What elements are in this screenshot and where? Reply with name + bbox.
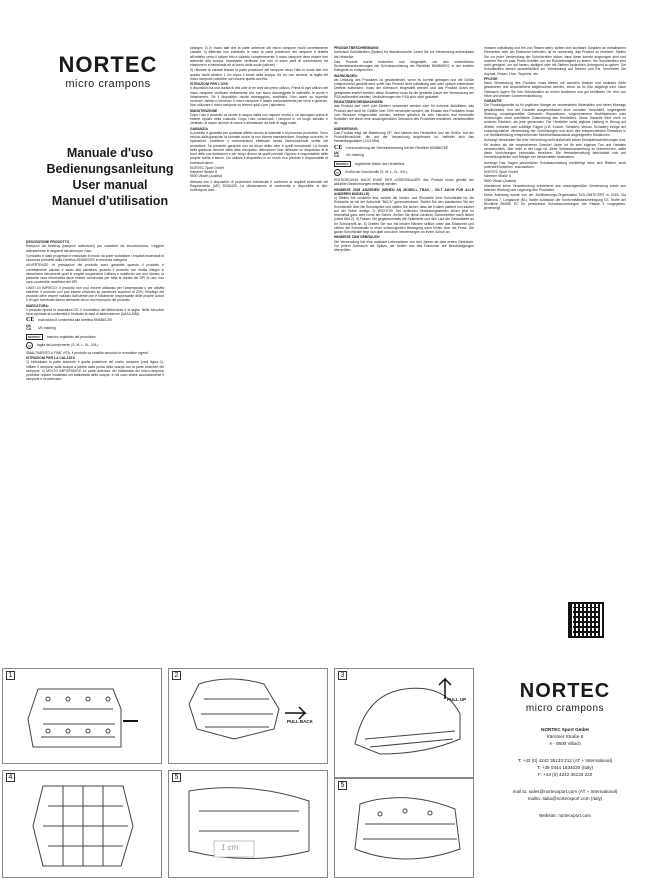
company-city: A - 9500 Villach	[549, 741, 581, 746]
symbol-label: UK marking	[38, 325, 56, 330]
text-block: 1) Stellen Sie zunächst fest, welche die Vorder- und Rückseite Ihrer Schuhkralle ist; die Rückseite ist mit der Aufschrift "BACK" gekennzeichnet. Stellen Sie den elastischen Teil der Schuhkralle über die Schuhspitze und stellen Sie sicher, dass die Krallen plattiert nun sauber auf der Sohle anliegt. 2) WICHTIG! Der seitlichen Verbindungsstellen sitzen jetzt im Normalfall ganz weit vorne am Schuh. Ziehen Sie diese vorderen Schneeketten nach hinten (siehe Bild 2). 3) Fassen Sie gegebenenfalls die Seitenteile und den Lauf der Zentralkette an Ihr Schuhprofil an. 4) Greifen Sie nun mit beiden Händen seitlich unter das Elastomer und ziehen die Schuhkralle in einer schwungvollen Bewegung nach hinten über die Ferse. Die ganze Schuhkralle liegt nun glatt und ohne Verwerfungen an Ihrem Schuh an.	[334, 196, 474, 234]
title-it: Manuale d'uso	[66, 146, 154, 160]
text-block: Die Produktgarantie ist für jeglichen Mangel an verwendeten Materialien und deren Montage gewährleistet. Von der Garantie ausgeschlossen sind: normaler Verschleiß, ungeeignete Wartung, unsachgemäßer Gebrauch, Reparaturen, vorgenommene Modifikationen oder Änderungen ohne schriftliche Zustimmung des Herstellers. Diese Garantie führt nicht zu anderen Rechten, als jene genannten. Der Hersteller weist jegliche Haftung in Bezug auf direkte, indirekte oder zufällige Folgen (z.B. Kosten, Schäden, Verlust, Schaden) infolge der unsachgemäßen Verwendung der Vorrichtungen und auch des entsprechenden Einsatzes in zur Gewährleistung entsprechender Sicherheitsstandards angeeigneten Situationen.	[484, 103, 626, 137]
email-at[interactable]: mail to: sales@nortecsport.com (AT + International)	[512, 789, 618, 794]
crampon-sole-illustration	[3, 771, 163, 879]
text-block: Il prodotto è garantito per qualsiasi difetto dovuto ai materiali o al processo produttivo. Sono esclusi dalla garanzia: la normale usura, la non idonea manutenzione, l'impiego scorretto, le riparazioni, modifiche o manomissioni effettuate senza l'autorizzazione scritta del produttore. La presente garanzia non da alcun diritto oltre a quelli menzionati. La durata della garanzia decorre dalla data d'acquisto. Attenzione! Non utilizzare un dispositivo al di fuori delle sue limitazioni e per scopi diversi da quelli previsti! Ognuno è responsabile delle proprie scelte e azioni. Chi utilizza il dispositivo in un modo non previsto è responsabile di eventuali danni.	[190, 130, 328, 165]
figure-panel-3	[334, 668, 474, 778]
figure-panel-2	[168, 668, 328, 764]
text-block: Die Verwendung hat eine nutzbare Lebensdauer von drei Jahren ab dem ersten Gebrauch. Vor jedem Gebrauch die Spikes, die Ketten und das Elastomer auf Beschädigungen überprüfen.	[334, 239, 474, 252]
symbol-row-ukca	[26, 325, 164, 332]
text-block: Il prodotto riporta la marcatura CE, il nominativo del fabbricante e la taglia. Nelle istruzioni sono riportate la conformità e l'indicato la data di fabbricazione (AAAA-MM).	[26, 307, 164, 316]
text-block: Nach Verwendung des Produkts muss dieses mit warmem Wasser und neutraler Seife gewaschen und anschließend abgetrocknet werden, bevor es im Etui abgelegt wird. Nach Gebrauch lagern Sie Ihre Schuhkrallen an einem trockenen und gut belüfteten Ort, fern von Hitze und direkter Sonneneinstrahlung.	[484, 81, 626, 98]
section-heading: ISTRUZIONI PER L'USO	[190, 82, 229, 86]
section-heading: MARCATURA:	[26, 303, 49, 308]
figure-panel-6	[334, 778, 474, 878]
section-heading: PFLEGE	[484, 76, 498, 81]
fax: F: +43 (0) 4242 35133 220	[537, 772, 593, 777]
symbol-label: Größe der Schuhkralle (S, M, L, XL, XXL)	[345, 170, 408, 175]
text-block: Il prodotto è stato progettato e realizzato in modo da poter soddisfare i requisiti essenziali di sicurezza prescritti dalla Direttiva 89/686/CEE in seconda categoria.	[26, 253, 164, 262]
crampon-front-illustration	[169, 669, 329, 765]
ukca-top: UK	[26, 323, 32, 328]
address-block: NORTEC Sport GmbH Kärntner Straße 8 9500 Villach (Austria)	[190, 165, 225, 179]
column-german-1	[334, 46, 474, 650]
figure-panel-1	[2, 668, 162, 764]
website-link[interactable]: Website: nortecsport.com	[539, 813, 591, 818]
symbol-label: marcatura di conformità alla direttiva 89/686/CEE	[38, 318, 113, 323]
column-italian-2	[190, 46, 328, 650]
text-block: das Produkt darf nicht zum Klettern verwendet werden oder für extreme Aktivitäten; das Produkt darf nicht für Gefälle über 20% verwendet werden; der Einsatz des Produktes muss vom Benutzer eingeschätzt werden, welcher gänzlich für sein Handeln und eventuelle Schäden, die durch eine unsachgemäßen Gebrauch des Produktes entstehen, verantwortlich ist.	[334, 104, 474, 126]
figure-number: 1	[6, 671, 15, 680]
column-italian-1	[26, 240, 164, 650]
crampon-side-illustration	[335, 669, 475, 779]
title-de: Bedienungsanleitung	[46, 162, 174, 176]
text-block: 1) Individuare la parte anteriore e quella posteriore del vostro rampone (vedi figura 1). Infilare il rampone sulla scarpa a partire dalla punta della scarpa con la parte anteriore del rampone. 2) MOLTO IMPORTANTE Le parte anteriore del battistrada del micro-rampone potrebbe restare incastrata nel battistrada della scarpa. In tal caso sfilare accuratamente il rampone e ricominciare.	[26, 360, 164, 382]
ukca-mark-icon	[26, 325, 34, 332]
symbol-label: Kennzeichnung der Übereinstimmung mit der Richtlinie 89/686/CEE	[346, 145, 449, 150]
text-block: 4) Ultimare la calzata tirando la parte posteriore del rampone verso l'alto in modo tale che questo risulti almeno 1 cm sopra il bordo della scarpa. Se ciò non avviene, la taglia del micro rampone potrebbe non essere quella corretta.	[190, 68, 328, 81]
figure-panel-5	[168, 770, 328, 878]
text-block: Ramponi da trekking (ramponi antiscivolo) per calzature da escursionismo. Leggere attentamente le seguenti istruzioni per l'uso.	[26, 244, 164, 253]
symbol-row-size	[334, 169, 474, 176]
manual-titles	[40, 145, 180, 209]
text-block: Diese Anleitung wurde von der Zertifizierungs-Organisation DOLOMITICERT in 2018, Via Villanova 7, Longarone (BL), Italien zulässlich der Konformitätsbescheinigung CE, Stoffe der Richtlinie 89/686 EC für persönliche Schutzausrüstungen der Klasse II vorgegeben, genehmigt.	[484, 193, 626, 210]
text-block: überstimmt keine Verantwortung entstehend aus unsachgemäßer Verwendung sowie aus falscher Wartung und Lagerung des Produktes.	[484, 183, 626, 192]
figure-panel-4	[2, 770, 162, 878]
ukca-bottom: CA	[334, 154, 340, 159]
brand-name: NORTEC	[58, 52, 158, 77]
column-german-2	[484, 46, 626, 598]
figure-number: 2	[172, 671, 181, 680]
ce-mark-icon: CE	[26, 317, 35, 324]
section-heading: MANUTENZIONE	[190, 108, 218, 113]
figure-number: 5	[172, 773, 181, 782]
symbol-label: taglia del componente (S, M, L, XL, XXL)	[37, 343, 99, 348]
ukca-mark-icon	[334, 152, 342, 159]
contact-block	[490, 726, 640, 819]
section-heading: ISTRUZIONI PER LA CALZATA	[26, 356, 75, 360]
address-block: NORTEC Sport GmbH Kärntner Straße 8 9500 Villach (Austria)	[484, 170, 519, 183]
symbol-row-ce	[26, 318, 164, 322]
section-heading: HINWEISE ZUM GEBRAUCH	[334, 235, 380, 240]
ukca-top: UK	[334, 150, 340, 155]
ukca-bottom: CA	[26, 327, 32, 331]
crampon-on-shoe-illustration	[3, 669, 163, 765]
section-heading: HINWEISE ZUM ANZIEHEN (SEHEN AN MODELL TRAIL - GILT AUCH FÜR ALLE ANDEREN MODELLE)	[334, 187, 474, 196]
text-block: ENTSORGUNG NACH ENDE DER LEBENSDAUER: das Produkt muss gemäß der aktuellen Bestimmungen entsorgt werden.	[334, 178, 474, 187]
text-block: dichiara che il dispositivo di protezione individuale è conforme ai requisiti essenziali del Regolamento (UE) 2016/425. La dichiarazione di conformità è disponibile al sito: nortecsport.com.	[190, 179, 328, 192]
figure-number: 4	[6, 773, 15, 782]
qr-code	[568, 602, 604, 638]
text-block: Il dispositivo ha una durata di vita utile di tre anni dal primo utilizzo. Prima di ogni utilizzo del micro rampone verificare visivamente che non siano danneggiate le catenelle, le punte e l'elastomero. Se il dispositivo risulta danneggiato, sostituirlo. Non usare su superfici rocciose, asfalto o cemento. Il micro rampone è adatto esclusivamente per neve e ghiaccio. Non utilizzare il micro rampone su terreni ripidi o per l'alpinismo.	[190, 86, 328, 108]
text-block: (disegno 2) In modo tale che la parte anteriore del micro rampone risulti correttamente calzata. 3) Afferrate con entrambe le mani la parte posteriore del rampone e tiratela all'indietro verso il tallone fino a calzarlo completamente. Il micro rampone deve essere ben aderente alla scarpa. Importante verificare che non ci siano parti di connessione tra elastomero e battistrada ed al bordo della suola (tallone).	[190, 46, 328, 67]
brand-name: NORTEC	[519, 680, 611, 702]
text-block: Dopo l'uso il prodotto va lavato in acqua calda con sapone neutro e va asciugato prima di essere riposto nella custodia. Dopo l'uso conservare i ramponi in un luogo asciutto e ventilato, al riparo da fonti di calore e allontanare da fonti di raggi solari.	[190, 112, 328, 126]
text-block: müssen vollständig und frei von Rissen sein); sollten sich sichtbare Schäden an metallischen Elementen oder am Elastomer befinden, ist es notwendig, das Produkt zu ersetzen. Stellen Sie vor jeder Verwendung der Schuhkrallen sicher, dass diese korrekt angezogen sind und machen Sie ein paar Probe-Schritte, um die Rutschfestigkeit zu testen. Die Schuhkrallen sind nicht geeignet, um auf harten, steiligen oder mit Steinen bedeckten Untergrund zu gehen. Die Schuhkrallen dienen ausschließlich zur Verwendung auf Schnee und Eis. Vermeiden Sie Asphalt, Felsen, Holz, Teppiche, etc.	[484, 46, 626, 76]
text-block: Achtung! Verwenden Sie eine Vorrichtung nicht außerhalb seiner Einsatzbeschränkungen bzw. für andere als die vorgesehenen Zwecke! Jeder ist für sein eigenes Tun und Handeln verantwortlich. Wer nicht in der Lage ist, diese Selbstverantwortung zu übernehmen, sollte diese Vorrichtungen keinesfalls benutzen. Die Herstellerhaftung beschränkt sich auf Herstellungsfehler und Mängel der verwendeten Materialien.	[484, 138, 626, 160]
section-heading: GARANZIA	[190, 126, 208, 131]
title-fr: Manuel d'utilisation	[51, 194, 169, 208]
section-heading: GARANTIE	[484, 99, 502, 103]
symbol-row-ce	[334, 146, 474, 150]
ce-mark-icon: CE	[334, 144, 343, 151]
figure-number: 3	[338, 671, 347, 680]
text-block: AVVERTENZE: le prestazioni del prodotto sono garantite quando il prodotto è correttamente calzato e saldo alla calzatura; quando il prodotto non risulta integro si riscontrano rilevamenti quali le cinghie sospendere l'utilizzo e sostituirlo con uno idoneo; la presente nota informativa deve essere conservata per tutta la durata del DPI in uso; non sono consentite modifiche del DPI.	[26, 263, 164, 285]
section-heading: PRODUKTBESCHREIBUNG:	[334, 46, 380, 50]
text-block: Das Produkt wurde entworfen und hergestellt, um den wesentlichen Sicherheitsanforderungen der Schutzausrüstung der Richtlinie 89/686/EEC in der zweiten Kategorie zu entsprechen.	[334, 59, 474, 73]
company-name: NORTEC Sport GmbH	[541, 727, 589, 732]
crampon-top-illustration	[335, 779, 475, 879]
brand-logo-top	[48, 52, 168, 90]
phone-at: T: +43 (0) 4242 35133 212 (AT + International)	[517, 758, 613, 763]
symbol-row-reg	[334, 161, 474, 167]
title-en: User manual	[72, 178, 148, 192]
brand-tagline: micro crampons	[65, 78, 151, 90]
pull-back-label: PULL BACK	[287, 719, 313, 724]
symbol-label: registrierte Marke des Herstellers	[354, 161, 405, 166]
section-heading: MARKIERUNG:	[334, 126, 359, 131]
brand-logo-bottom	[500, 680, 630, 714]
brand-tagline: micro crampons	[525, 703, 605, 714]
text-block: LIMITI DI IMPIEGO: il prodotto non può essere utilizzato per l'arrampicata o per attività estreme; il prodotto non può essere utilizzato su pendenze superiori al 20%; l'impiego del prodotto deve essere valutato dall'utente che è totalmente responsabile delle proprie azioni e di ogni eventuale danno derivante da un uso improprio del prodotto.	[26, 285, 164, 303]
section-heading: WARNUNGEN:	[334, 73, 358, 78]
symbol-row-ukca	[334, 152, 474, 159]
pull-up-label: PULL UP	[447, 697, 467, 702]
symbol-label: marchio registrato del produttore	[46, 334, 96, 339]
text-block: Antirutsch Schuhkrallen (Spikes) für Wanderschuhe. Lesen Sie vor Verwendung aufmerksam die Hinweise.	[334, 50, 474, 59]
registered-mark-icon: NORTEC	[28, 334, 41, 339]
section-heading: EINSATZBESCHRÄNKUNGEN:	[334, 100, 384, 104]
company-street: Kärntner Straße 8	[546, 734, 584, 739]
measure-label: 1 cm	[221, 843, 239, 852]
email-it[interactable]: mailto: italia@nortecsport.com (Italy)	[527, 796, 603, 801]
symbol-label: UK marking	[346, 153, 364, 158]
figure-number: 5	[338, 781, 347, 790]
symbol-row-reg	[26, 334, 164, 340]
text-block: die Leistung des Produktes ist gewährleistet, wenn es korrekt getragen und die Größe entsprechend gewählt wird; sollte das Produkt nicht vollständig sein oder optisch erkennbare Defekte aufweisen, muss der Gebrauch eingestellt werden und das Produkt durch ein geeignetes ersetzt werden; diese Hinweise muss für die gesamte Dauer der Verwendung der PSA aufbewahrt werden; Veränderungen der PSA sind nicht gestattet.	[334, 77, 474, 99]
phone-it: T: +39 0444 1834030 (Italy)	[536, 765, 594, 770]
symbol-row-size	[26, 342, 164, 349]
text-block: SMALTIMENTO A FINE VITA: il prodotto va smaltito secondo le normative vigenti.	[26, 350, 149, 355]
text-block: Achtung! Das Tragen persönlicher Schutzausrüstung rechtfertigt nicht, sich Risiken, auch potenziell tödlichen, auszusetzen.	[484, 160, 626, 169]
size-icon: M	[26, 342, 33, 349]
registered-mark-icon: NORTEC	[336, 161, 349, 166]
crampon-heel-illustration	[169, 771, 329, 879]
section-heading: DESCRIZIONE PRODOTTO	[26, 240, 70, 244]
size-icon: M	[334, 169, 341, 176]
text-block: Das Produkt trägt die Markierung CE, den Namen des Herstellers und die Größe. Auf der Produktbroschüre, die auf der Verpackung angebracht ist, befindet sich das Herstellungsdatum (JJJJ-MM).	[334, 130, 474, 144]
